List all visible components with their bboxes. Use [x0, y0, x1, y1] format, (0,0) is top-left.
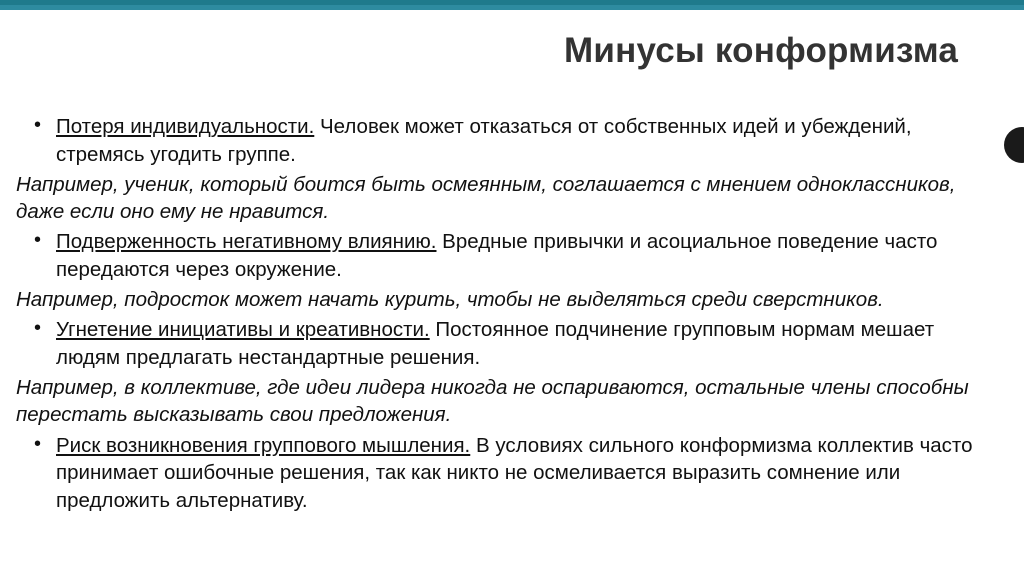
bullet-body-text: Вредные привычки и асоциальное поведение часто передаются через окружение.	[56, 230, 938, 282]
example-loss-of-individuality: Например, ученик, который боится быть осмеянным, соглашается с мнением одноклассников, даже если оно ему не нравится.	[16, 172, 956, 223]
page-title: Минусы конформизма	[564, 31, 958, 70]
accent-top-rule	[0, 5, 1024, 10]
list-item	[16, 113, 988, 169]
bullet-body-text: Постоянное подчинение групповым нормам мешает людям предлагать нестандартные решения.	[56, 318, 935, 370]
slide-body	[16, 113, 988, 517]
bullet-lead-text: Риск возникновения группового мышления.	[56, 433, 471, 457]
bullet-groupthink-risk	[16, 432, 988, 516]
bullet-lead-text: Подверженность негативному влиянию.	[56, 230, 437, 254]
bullet-body-text: В условиях сильного конформизма коллектив часто принимает ошибочные решения, так как никто не осмеливается выразить сомнение или предложить альтернативу.	[56, 433, 973, 513]
bullet-lead-text: Угнетение инициативы и креативности.	[56, 318, 430, 342]
bullet-body-text: Человек может отказаться от собственных идей и убеждений, стремясь угодить группе.	[56, 115, 912, 166]
list-item	[16, 316, 988, 372]
example-suppressed-initiative: Например, в коллективе, где идеи лидера никогда не оспариваются, остальные члены способны перестать высказывать свои предложения.	[16, 376, 969, 427]
bullet-lead-text: Потеря индивидуальности.	[56, 115, 315, 138]
bullet-suppressed-initiative	[16, 316, 988, 372]
list-item	[16, 228, 988, 284]
decorative-circle	[1004, 127, 1024, 163]
bullet-loss-of-individuality	[16, 113, 988, 169]
bullet-negative-influence	[16, 228, 988, 284]
list-item	[16, 432, 988, 516]
example-negative-influence: Например, подросток может начать курить, чтобы не выделяться среди сверстников.	[16, 288, 884, 311]
